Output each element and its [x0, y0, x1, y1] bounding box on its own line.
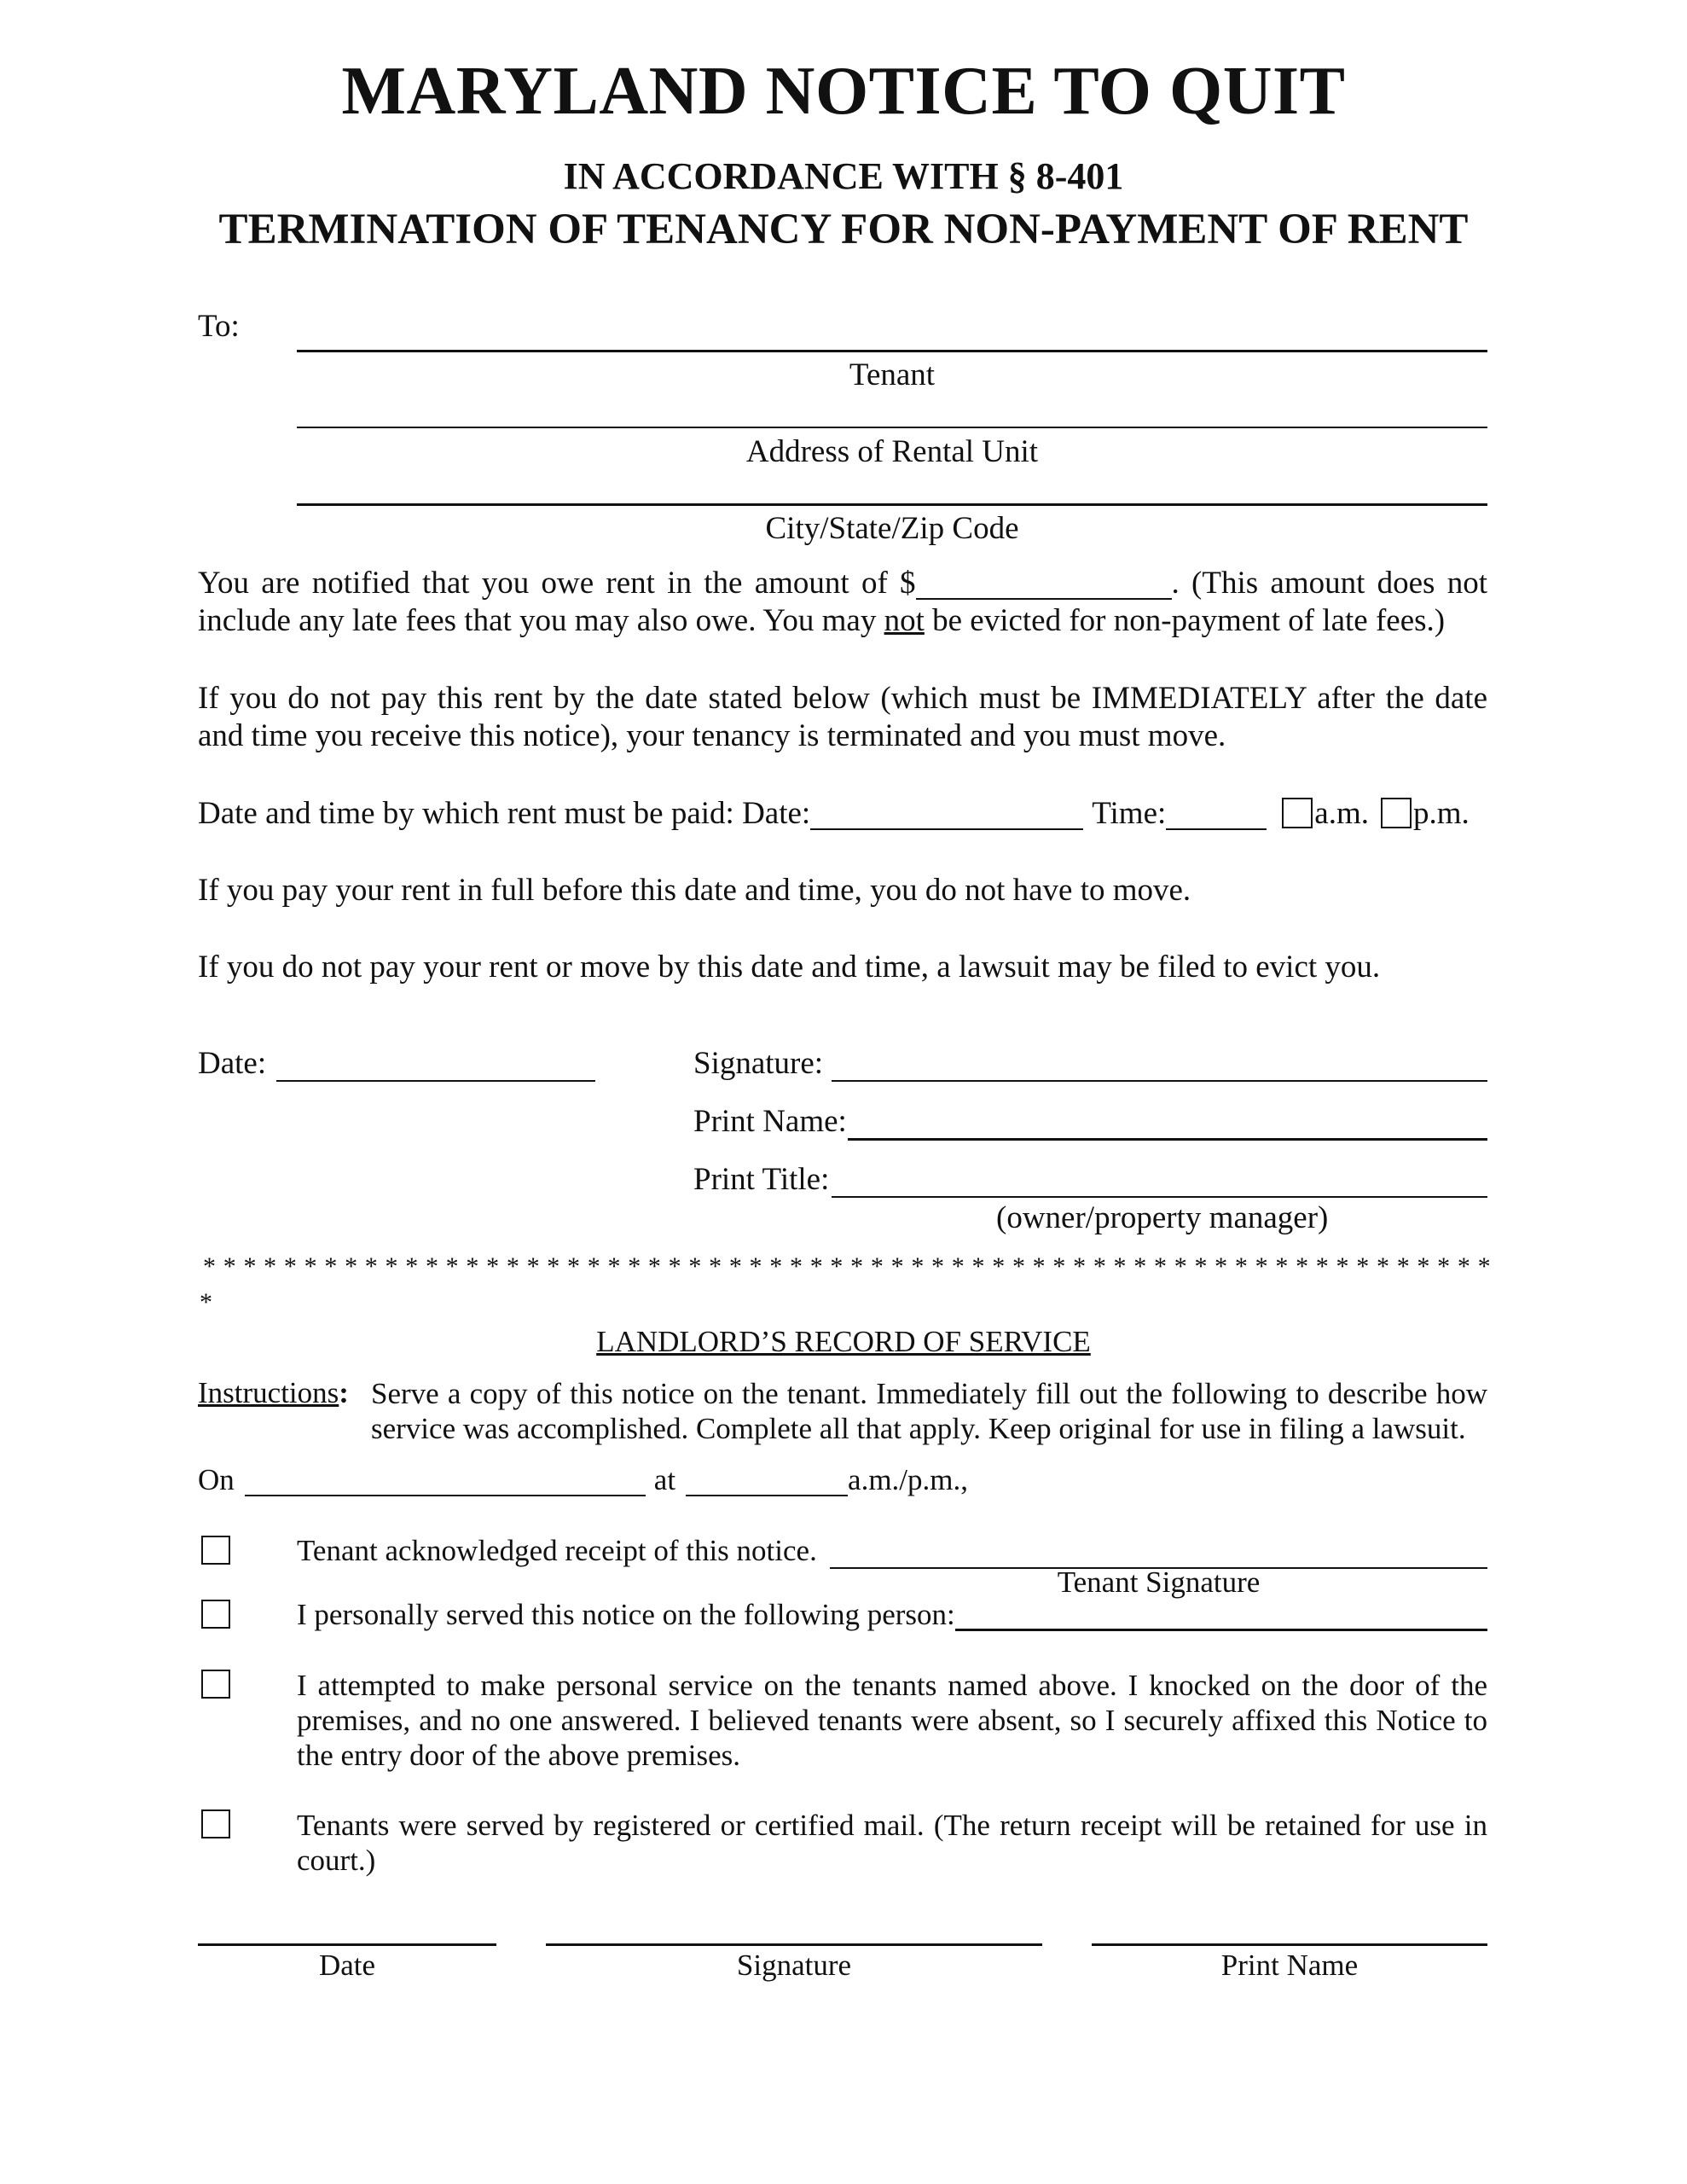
termination-paragraph: If you do not pay this rent by the date stated below (which must be IMMEDIATELY after the date and time you receive this notice), your tenancy is terminated and you must move.	[198, 681, 1487, 753]
notice-date-label: Date:	[198, 1046, 267, 1081]
lawsuit-paragraph: If you do not pay your rent or move by this date and time, a lawsuit may be filed to evict you.	[198, 950, 1381, 985]
rent-amount-field[interactable]	[916, 567, 1172, 600]
statute-reference: IN ACCORDANCE WITH § 8-401	[563, 155, 1124, 197]
footer-print-name-label: Print Name	[1220, 1949, 1359, 1982]
rent-owed-text-2: . (This amount does not include any late fees that you may also owe. You may	[198, 566, 1487, 638]
document-title: MARYLAND NOTICE TO QUIT	[341, 54, 1346, 129]
asterisk-divider: * * * * * * * * * * * * * * * * * * * * * * * * * * * * * * * * * * * * * * * * * * * * * * * * * * * * * * * * * * * * * * * *	[203, 1252, 1491, 1281]
posted-notice-checkbox[interactable]	[201, 1670, 230, 1699]
pay-in-full-paragraph: If you pay your rent in full before this date and time, you do not have to move.	[198, 873, 1191, 908]
on-label: On	[198, 1463, 235, 1496]
served-person-field[interactable]	[955, 1629, 1487, 1631]
document-subtitle: TERMINATION OF TENANCY FOR NON-PAYMENT OF RENT	[218, 206, 1469, 253]
service-datetime-line	[198, 1463, 968, 1497]
due-date-line	[198, 795, 1470, 833]
city-state-zip-label: City/State/Zip Code	[765, 511, 1019, 546]
title-hint: (owner/property manager)	[996, 1200, 1329, 1235]
rent-owed-text-3: be evicted for non-payment of late fees.)	[924, 603, 1446, 638]
tenant-signature-label: Tenant Signature	[1057, 1565, 1261, 1599]
signature-label: Signature:	[693, 1046, 824, 1081]
rent-owed-text-1: You are notified that you owe rent in the amount of $	[198, 566, 916, 601]
signature-field[interactable]	[832, 1080, 1487, 1082]
tenant-field[interactable]	[297, 350, 1487, 352]
certified-mail-text: Tenants were served by registered or certified mail. (The return receipt will be retained for use in court.)	[297, 1809, 1487, 1877]
am-checkbox[interactable]	[1282, 798, 1313, 828]
footer-print-name-field[interactable]	[1092, 1943, 1487, 1946]
asterisk-divider-tail: *	[200, 1288, 212, 1316]
print-title-field[interactable]	[832, 1196, 1487, 1198]
print-name-label: Print Name:	[693, 1104, 847, 1139]
personally-served-checkbox[interactable]	[201, 1600, 230, 1629]
print-name-field[interactable]	[848, 1138, 1487, 1141]
due-time-field[interactable]	[1166, 798, 1267, 830]
service-date-field[interactable]	[245, 1467, 646, 1496]
pm-checkbox[interactable]	[1381, 798, 1412, 828]
address-field[interactable]	[297, 427, 1487, 428]
instructions-text: Serve a copy of this notice on the tenant. Immediately fill out the following to describe how service was accomplished. Complete all that apply. Keep original for use in filing a lawsuit.	[371, 1377, 1487, 1445]
instructions-label-wrap	[198, 1376, 349, 1410]
at-label: at	[653, 1463, 676, 1496]
service-time-field[interactable]	[686, 1467, 848, 1496]
posted-notice-text: I attempted to make personal service on the tenants named above. I knocked on the door of the premises, and no one answered. I believed tenants were absent, so I securely affixed this Notice to the entry door of the above premises.	[297, 1669, 1487, 1772]
certified-mail-checkbox[interactable]	[201, 1809, 230, 1838]
ampm-label: a.m./p.m.,	[848, 1463, 969, 1496]
footer-date-label: Date	[318, 1949, 376, 1982]
print-title-label: Print Title:	[693, 1162, 830, 1197]
personally-served-text: I personally served this notice on the following person:	[297, 1598, 955, 1631]
tenant-label: Tenant	[849, 357, 936, 392]
acknowledged-text: Tenant acknowledged receipt of this notice.	[297, 1534, 817, 1567]
to-label: To:	[198, 309, 240, 344]
am-label: a.m.	[1314, 796, 1369, 831]
notice-date-field[interactable]	[276, 1080, 595, 1082]
rent-owed-paragraph	[198, 565, 1487, 640]
footer-signature-label: Signature	[736, 1949, 852, 1982]
due-time-label: Time:	[1092, 796, 1167, 831]
due-date-label: Date and time by which rent must be paid: Date:	[198, 796, 811, 831]
footer-signature-field[interactable]	[546, 1943, 1042, 1946]
instructions-colon: :	[339, 1376, 349, 1409]
city-state-zip-field[interactable]	[297, 503, 1487, 506]
not-emphasis: not	[884, 603, 925, 638]
instructions-label: Instructions	[198, 1376, 339, 1409]
address-label: Address of Rental Unit	[745, 434, 1039, 469]
footer-date-field[interactable]	[198, 1943, 496, 1946]
service-heading: LANDLORD’S RECORD OF SERVICE	[596, 1325, 1091, 1358]
due-date-field[interactable]	[810, 798, 1083, 830]
pm-label: p.m.	[1412, 796, 1470, 831]
acknowledged-checkbox[interactable]	[201, 1536, 230, 1565]
